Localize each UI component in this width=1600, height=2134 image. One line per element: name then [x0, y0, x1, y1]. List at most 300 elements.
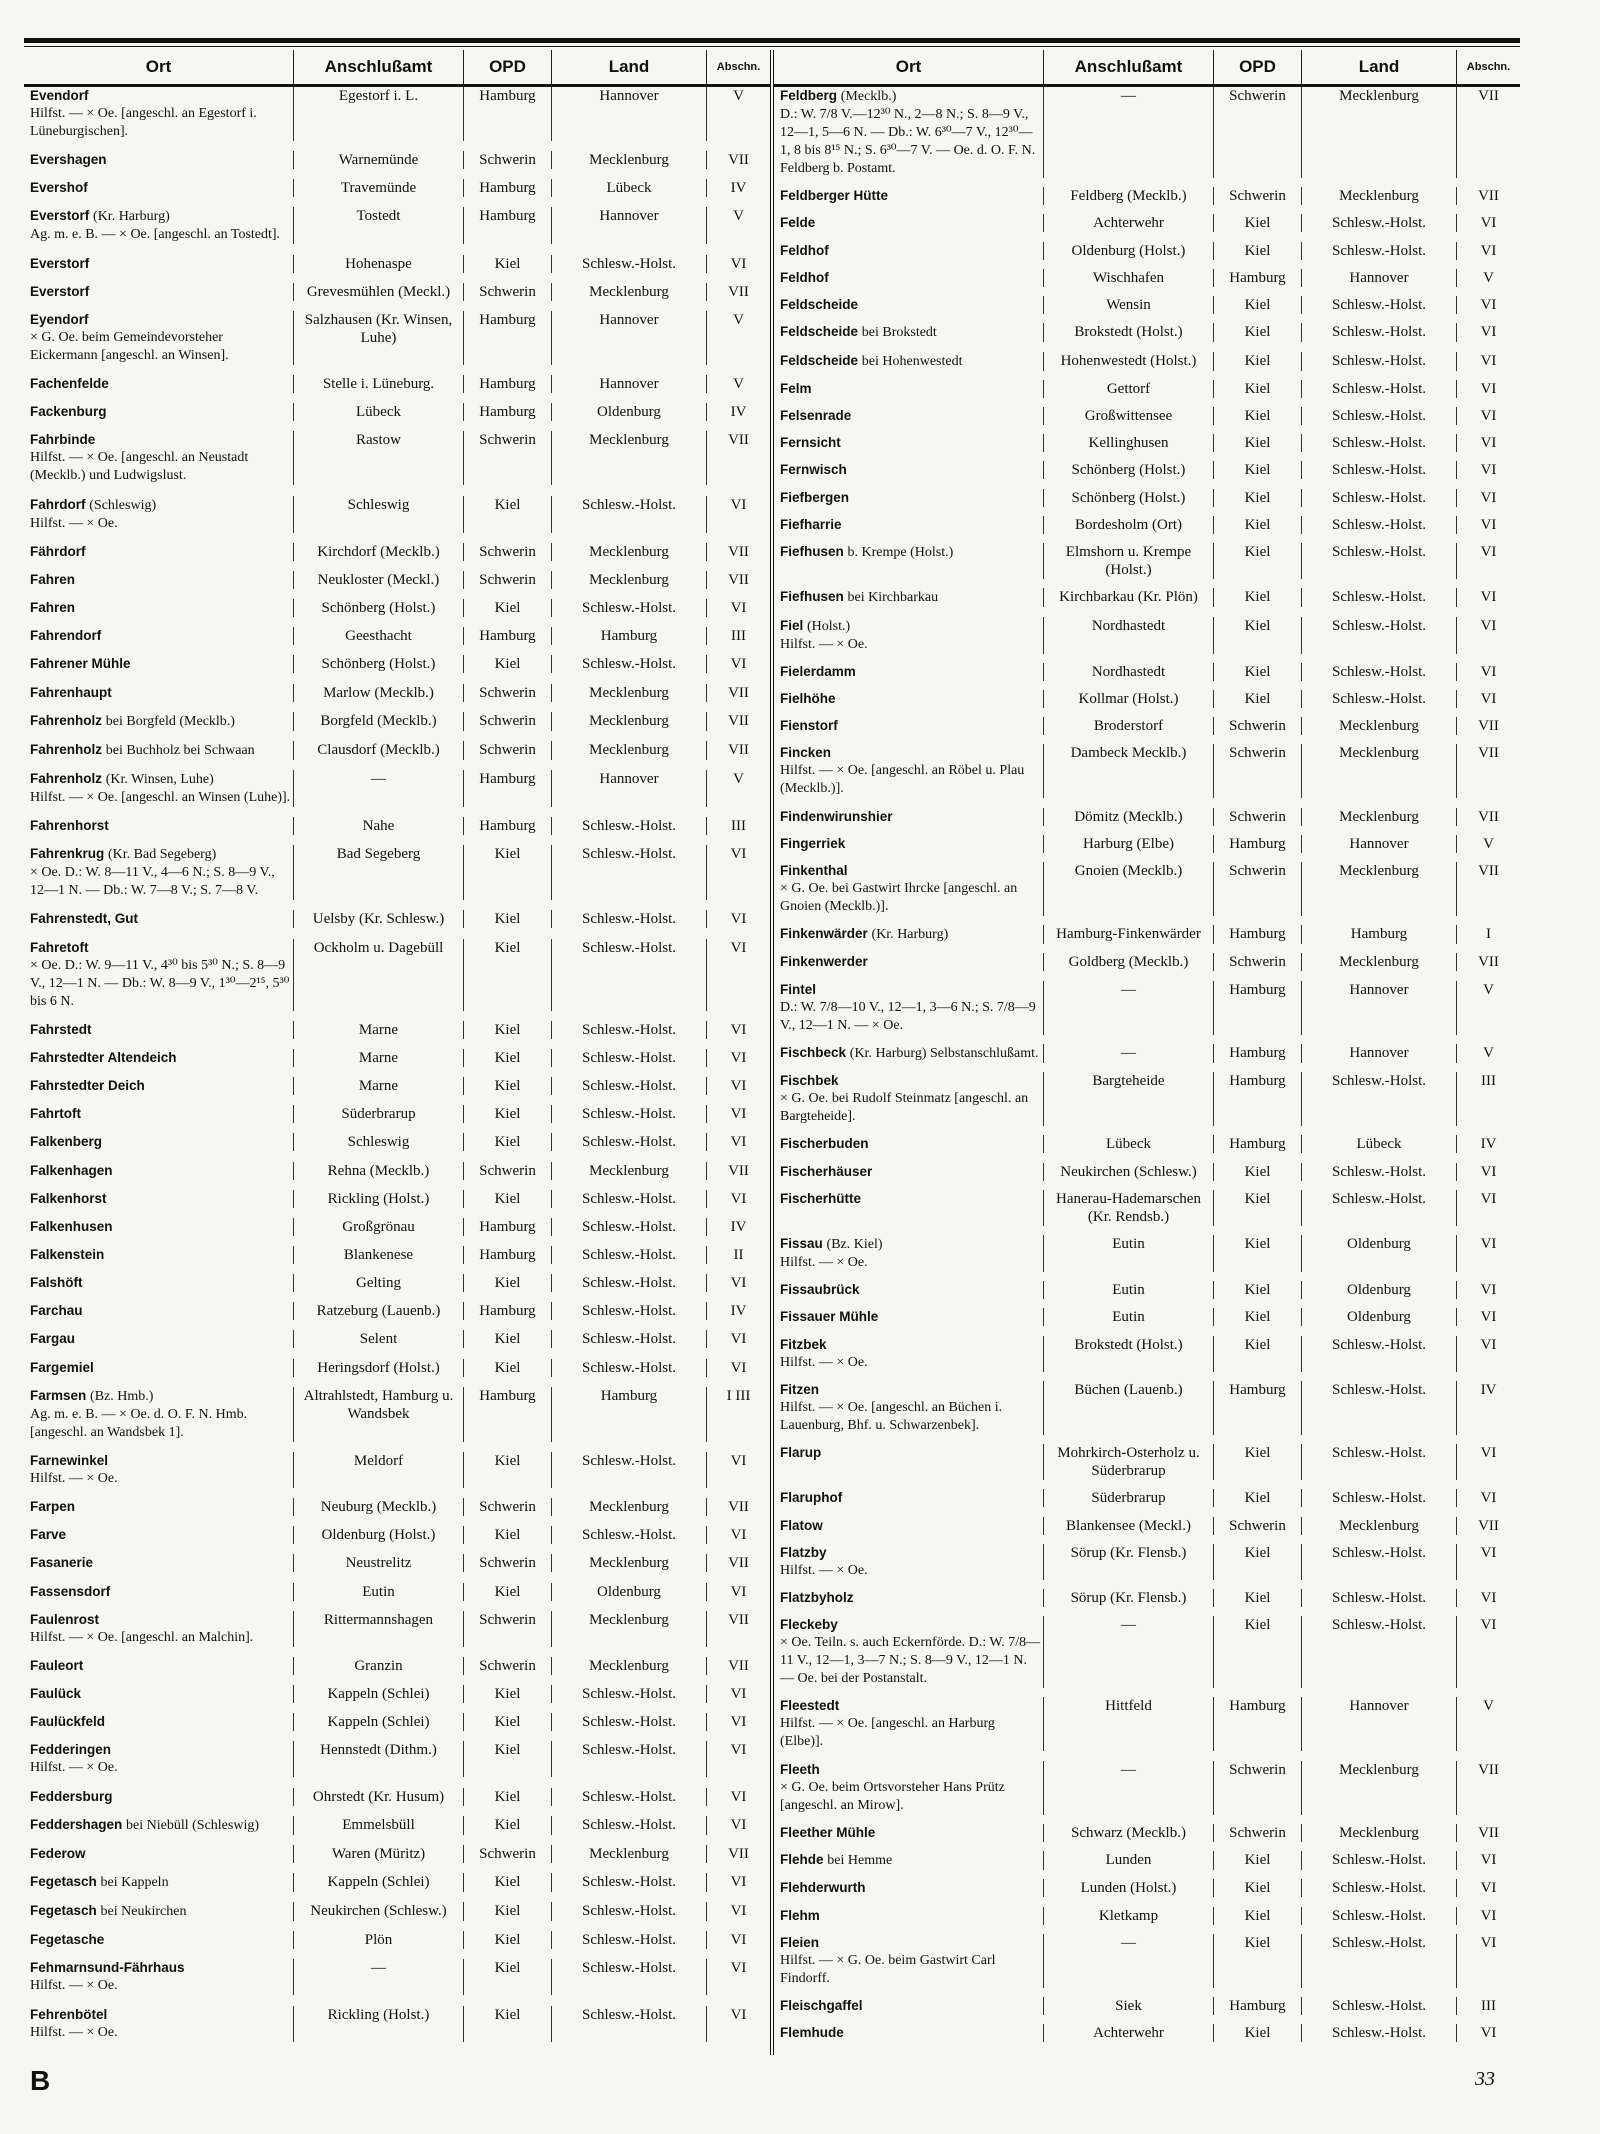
cell-land: Mecklenburg — [1302, 744, 1457, 798]
table-row — [24, 1788, 770, 1816]
cell-abschn: V — [1483, 835, 1494, 852]
cell-ort — [24, 403, 294, 421]
place-name: Finkenwerder — [780, 954, 868, 970]
cell-abschn: VI — [1480, 1236, 1497, 1252]
right-column — [774, 50, 1520, 2055]
cell-land: Hannover — [1302, 981, 1457, 1035]
cell-abschn: VI — [730, 656, 747, 673]
cell-ort — [774, 1235, 1044, 1272]
cell-ort — [24, 939, 294, 1011]
cell-abschn: VI — [1480, 2025, 1497, 2042]
cell-land: Schlesw.-Holst. — [552, 1452, 707, 1488]
cell-abschn: VI — [1480, 1934, 1497, 1951]
place-name: Fauleort — [30, 1657, 84, 1673]
cell-opd: Kiel — [1214, 296, 1302, 314]
table-row — [24, 1498, 770, 1526]
cell-abschn: VI — [730, 1275, 747, 1292]
cell-anschlussamt: — — [1044, 87, 1214, 178]
place-name: Fleien — [780, 1934, 820, 1950]
cell-ort — [774, 2024, 1044, 2042]
place-qualifier: bei Hemme — [827, 1853, 893, 1869]
cell-anschlussamt: Marne — [294, 1049, 464, 1067]
cell-opd: Hamburg — [464, 179, 552, 197]
place-name: Fahrenhaupt — [30, 684, 112, 700]
header-anschlussamt: Anschlußamt — [294, 50, 464, 84]
cell-opd: Kiel — [464, 1685, 552, 1703]
cell-land: Hannover — [1302, 1697, 1457, 1751]
cell-abschn: VI — [1480, 407, 1497, 424]
cell-anschlussamt: Sörup (Kr. Flensb.) — [1044, 1589, 1214, 1607]
cell-opd: Schwerin — [464, 431, 552, 485]
cell-ort — [24, 571, 294, 589]
place-name: Falkenstein — [30, 1247, 105, 1262]
table-row — [774, 214, 1520, 241]
cell-anschlussamt: Stelle i. Lüneburg. — [294, 375, 464, 393]
cell-ort — [24, 1190, 294, 1208]
cell-land: Schlesw.-Holst. — [552, 1246, 707, 1264]
cell-ort — [24, 431, 294, 485]
place-name: Fahrener Mühle — [30, 656, 131, 672]
cell-opd: Kiel — [1214, 543, 1302, 579]
cell-abschn: III — [731, 628, 746, 645]
cell-land: Schlesw.-Holst. — [552, 1133, 707, 1151]
table-row — [24, 939, 770, 1021]
cell-anschlussamt: Elmshorn u. Krempe (Holst.) — [1044, 543, 1214, 579]
place-name: Fielerdamm — [780, 663, 856, 679]
cell-abschn: V — [733, 770, 744, 787]
cell-ort — [774, 808, 1044, 826]
cell-anschlussamt: Schwarz (Mecklb.) — [1044, 1824, 1214, 1842]
cell-land: Schlesw.-Holst. — [1302, 1072, 1457, 1126]
cell-ort — [24, 910, 294, 928]
table-row — [774, 1163, 1520, 1190]
table-row — [774, 617, 1520, 663]
place-name: Falkenhusen — [30, 1218, 113, 1234]
table-row — [24, 496, 770, 543]
cell-land: Schlesw.-Holst. — [1302, 516, 1457, 534]
table-row — [774, 2024, 1520, 2051]
place-note: D.: W. 7/8 V.—12³⁰ N., 2—8 N.; S. 8—9 V., 12—1, 5—6 N. — Db.: W. 6³⁰—7 V., 12³⁰—1, 8 bis 8¹⁵ N.; S. 6³⁰—7 V. — Oe. d. O. F. N. Feldberg b. Postamt. — [780, 107, 1036, 176]
cell-opd: Hamburg — [464, 375, 552, 393]
left-column — [24, 50, 774, 2055]
cell-anschlussamt: Gettorf — [1044, 380, 1214, 398]
place-name: Felm — [780, 380, 812, 396]
cell-land: Hannover — [1302, 269, 1457, 287]
cell-abschn: VI — [730, 1788, 747, 1805]
place-name: Fiefhusen — [780, 589, 844, 605]
cell-ort — [24, 770, 294, 807]
cell-opd: Kiel — [464, 2006, 552, 2042]
cell-abschn: VI — [1480, 1544, 1497, 1561]
place-note: Hilfst. — × Oe. — [780, 1255, 868, 1270]
cell-abschn: V — [733, 311, 744, 328]
cell-anschlussamt: Kollmar (Holst.) — [1044, 690, 1214, 708]
cell-abschn: VI — [730, 939, 747, 956]
right-rows — [774, 87, 1520, 2051]
table-row — [24, 87, 770, 151]
place-name: Feldhof — [780, 269, 829, 285]
cell-abschn: VII — [728, 1499, 749, 1516]
cell-land: Oldenburg — [1302, 1308, 1457, 1326]
table-row — [774, 1907, 1520, 1934]
cell-abschn: VI — [730, 1452, 747, 1469]
cell-land: Schlesw.-Holst. — [552, 1359, 707, 1377]
cell-opd: Hamburg — [464, 1387, 552, 1442]
place-note: × G. Oe. bei Gastwirt Ihrcke [angeschl. an Gnoien (Mecklb.)]. — [780, 881, 1018, 915]
cell-anschlussamt: Hohenwestedt (Holst.) — [1044, 352, 1214, 371]
table-row — [774, 663, 1520, 690]
place-name: Fargemiel — [30, 1359, 94, 1375]
cell-land: Schlesw.-Holst. — [1302, 461, 1457, 479]
cell-ort — [24, 1452, 294, 1488]
cell-ort — [24, 1788, 294, 1806]
cell-opd: Hamburg — [1214, 925, 1302, 944]
cell-ort — [24, 1845, 294, 1863]
table-row — [24, 1162, 770, 1190]
place-qualifier: (Mecklb.) — [840, 89, 897, 104]
cell-opd: Kiel — [464, 1788, 552, 1806]
place-name: Flatzbyholz — [780, 1589, 854, 1605]
cell-anschlussamt: Lübeck — [294, 403, 464, 421]
cell-anschlussamt: Süderbrarup — [294, 1105, 464, 1123]
cell-abschn: VI — [730, 1873, 747, 1890]
place-name: Fiefbergen — [780, 489, 850, 505]
cell-anschlussamt: Bargteheide — [1044, 1072, 1214, 1126]
table-row — [24, 1873, 770, 1902]
cell-land: Schlesw.-Holst. — [1302, 663, 1457, 681]
place-name: Flarup — [780, 1445, 822, 1461]
place-name: Fahretoft — [30, 939, 89, 955]
cell-ort — [24, 1105, 294, 1123]
cell-opd: Hamburg — [1214, 1381, 1302, 1435]
cell-abschn: VII — [728, 741, 749, 758]
cell-land: Hamburg — [552, 627, 707, 645]
cell-land: Schlesw.-Holst. — [1302, 1616, 1457, 1688]
place-name: Fachenfelde — [30, 376, 109, 392]
place-note: Hilfst. — × Oe. [angeschl. an Malchin]. — [30, 1629, 254, 1645]
header-land: Land — [552, 50, 707, 84]
place-name: Fehrenbötel — [30, 2006, 108, 2022]
cell-anschlussamt: Ohrstedt (Kr. Husum) — [294, 1788, 464, 1806]
place-note: Hilfst. — × Oe. [angeschl. an Harburg (Elbe)]. — [780, 1716, 995, 1750]
cell-abschn: VI — [1480, 1617, 1497, 1634]
table-row — [774, 242, 1520, 269]
cell-anschlussamt: Großgrönau — [294, 1218, 464, 1236]
place-name: Flemhude — [780, 2025, 844, 2041]
table-row — [774, 953, 1520, 980]
cell-abschn: II — [733, 1247, 744, 1263]
cell-land: Mecklenburg — [552, 431, 707, 485]
cell-anschlussamt: Borgfeld (Mecklb.) — [294, 712, 464, 731]
cell-abschn: VI — [1480, 435, 1497, 452]
table-row — [774, 1761, 1520, 1824]
cell-ort — [24, 817, 294, 835]
cell-opd: Kiel — [1214, 588, 1302, 607]
table-row — [24, 1274, 770, 1302]
place-name: Finkenwärder — [780, 926, 868, 942]
cell-opd: Hamburg — [464, 627, 552, 645]
place-name: Fiefhusen — [780, 544, 844, 560]
cell-anschlussamt: Blankenese — [294, 1246, 464, 1264]
table-row — [774, 1190, 1520, 1235]
cell-ort — [24, 375, 294, 393]
cell-land: Schlesw.-Holst. — [1302, 489, 1457, 507]
cell-ort — [774, 953, 1044, 971]
right-header — [774, 50, 1520, 87]
cell-anschlussamt: Kappeln (Schlei) — [294, 1685, 464, 1703]
cell-land: Mecklenburg — [552, 741, 707, 760]
cell-anschlussamt: Neuburg (Mecklb.) — [294, 1498, 464, 1516]
table-row — [774, 808, 1520, 835]
place-name: Falkenhorst — [30, 1190, 107, 1206]
cell-anschlussamt: Rickling (Holst.) — [294, 2006, 464, 2042]
table-row — [774, 1381, 1520, 1444]
cell-ort — [24, 1021, 294, 1039]
cell-opd: Kiel — [1214, 1489, 1302, 1507]
place-name: Fackenburg — [30, 404, 107, 420]
cell-anschlussamt: Heringsdorf (Holst.) — [294, 1359, 464, 1377]
cell-ort — [24, 712, 294, 731]
cell-opd: Kiel — [1214, 461, 1302, 479]
cell-ort — [774, 1308, 1044, 1326]
table-row — [24, 1330, 770, 1358]
table-row — [24, 207, 770, 254]
place-qualifier: bei Kappeln — [100, 1874, 169, 1890]
cell-opd: Kiel — [1214, 489, 1302, 507]
place-name: Fintel — [780, 981, 816, 997]
cell-abschn: VI — [730, 1932, 747, 1949]
cell-ort — [24, 151, 294, 169]
header-land: Land — [1302, 50, 1457, 84]
table-row — [774, 380, 1520, 407]
cell-anschlussamt: Travemünde — [294, 179, 464, 197]
cell-abschn: VI — [730, 1331, 747, 1348]
place-name: Fahrenholz — [30, 741, 103, 757]
cell-ort — [24, 1685, 294, 1703]
table-row — [774, 1544, 1520, 1589]
place-name: Fährdorf — [30, 543, 86, 559]
cell-ort — [774, 407, 1044, 425]
place-name: Flehde — [780, 1852, 824, 1868]
cell-abschn: VII — [728, 1555, 749, 1572]
cell-ort — [24, 599, 294, 617]
cell-abschn: VI — [1480, 352, 1497, 369]
cell-abschn: VI — [730, 1359, 747, 1376]
cell-ort — [24, 1583, 294, 1601]
cell-anschlussamt: Achterwehr — [1044, 214, 1214, 232]
columns — [24, 50, 1520, 2055]
place-qualifier: bei Kirchbarkau — [847, 590, 939, 606]
cell-ort — [774, 1281, 1044, 1299]
cell-opd: Schwerin — [464, 571, 552, 589]
place-qualifier: bei Borgfeld (Mecklb.) — [105, 713, 235, 729]
cell-anschlussamt: Nahe — [294, 817, 464, 835]
table-row — [24, 2006, 770, 2052]
cell-land: Schlesw.-Holst. — [1302, 1444, 1457, 1480]
cell-opd: Kiel — [1214, 617, 1302, 654]
place-note: Hilfst. — × Oe. — [30, 1760, 118, 1776]
cell-abschn: VI — [1480, 1336, 1497, 1353]
place-note: D.: W. 7/8—10 V., 12—1, 3—6 N.; S. 7/8—9 V., 12—1 N. — × Oe. — [780, 999, 1036, 1033]
place-name: Fielhöhe — [780, 690, 836, 706]
cell-opd: Schwerin — [1214, 1761, 1302, 1815]
cell-ort — [774, 1589, 1044, 1607]
cell-abschn: VI — [730, 1021, 747, 1038]
place-name: Fischerbuden — [780, 1136, 869, 1152]
cell-abschn: VI — [1480, 1309, 1497, 1326]
cell-abschn: VI — [1480, 1190, 1497, 1207]
cell-anschlussamt: Großwittensee — [1044, 407, 1214, 425]
cell-abschn: VI — [730, 255, 747, 272]
cell-anschlussamt: Hennstedt (Dithm.) — [294, 1741, 464, 1777]
cell-ort — [24, 1554, 294, 1572]
cell-ort — [24, 1657, 294, 1675]
cell-anschlussamt: Schönberg (Holst.) — [294, 655, 464, 673]
cell-ort — [774, 296, 1044, 314]
cell-anschlussamt: Warnemünde — [294, 151, 464, 169]
cell-anschlussamt: Oldenburg (Holst.) — [1044, 242, 1214, 260]
cell-abschn: VII — [728, 684, 749, 701]
cell-opd: Kiel — [1214, 1235, 1302, 1272]
cell-abschn: VI — [730, 1742, 747, 1759]
cell-opd: Kiel — [464, 1077, 552, 1095]
cell-ort — [774, 516, 1044, 534]
cell-ort — [24, 1816, 294, 1835]
place-name: Fahrenhorst — [30, 818, 109, 834]
cell-ort — [24, 1741, 294, 1777]
cell-abschn: VI — [730, 1816, 747, 1833]
table-row — [774, 981, 1520, 1044]
table-row — [24, 770, 770, 817]
cell-anschlussamt: Kellinghusen — [1044, 434, 1214, 452]
place-name: Fassensdorf — [30, 1583, 111, 1599]
table-row — [24, 1685, 770, 1713]
cell-land: Schlesw.-Holst. — [552, 939, 707, 1011]
cell-abschn: V — [1483, 981, 1494, 998]
cell-land: Mecklenburg — [552, 1162, 707, 1180]
place-note: Hilfst. — × Oe. — [30, 1978, 118, 1994]
cell-anschlussamt: Goldberg (Mecklb.) — [1044, 953, 1214, 971]
place-note: Hilfst. — × G. Oe. beim Gastwirt Carl Findorff. — [780, 1952, 996, 1986]
cell-abschn: VII — [1478, 808, 1499, 825]
place-name: Flehderwurth — [780, 1880, 866, 1896]
cell-opd: Hamburg — [1214, 1044, 1302, 1063]
place-note: Hilfst. — × Oe. — [780, 636, 868, 652]
place-name: Fegetasche — [30, 1932, 105, 1948]
cell-abschn: VII — [728, 712, 749, 729]
cell-land: Schlesw.-Holst. — [552, 1049, 707, 1067]
cell-anschlussamt: Wensin — [1044, 296, 1214, 314]
cell-abschn: VII — [1478, 88, 1499, 104]
table-row — [774, 516, 1520, 543]
table-row — [774, 1072, 1520, 1135]
cell-anschlussamt: Sörup (Kr. Flensb.) — [1044, 1544, 1214, 1580]
cell-land: Schlesw.-Holst. — [1302, 690, 1457, 708]
cell-land: Schlesw.-Holst. — [552, 1330, 707, 1348]
place-qualifier: bei Buchholz bei Schwaan — [105, 742, 255, 758]
table-row — [774, 1308, 1520, 1335]
cell-opd: Kiel — [464, 1526, 552, 1544]
cell-anschlussamt: Schönberg (Holst.) — [294, 599, 464, 617]
cell-anschlussamt: Schleswig — [294, 1133, 464, 1151]
cell-abschn: VII — [1478, 954, 1499, 971]
cell-abschn: VI — [1480, 297, 1497, 314]
cell-land: Schlesw.-Holst. — [552, 1077, 707, 1095]
cell-ort — [774, 835, 1044, 853]
place-name: Everstorf — [30, 283, 90, 299]
place-qualifier: bei Hohenwestedt — [861, 353, 963, 369]
left-rows — [24, 87, 770, 2052]
place-name: Evershagen — [30, 152, 107, 168]
cell-opd: Kiel — [464, 910, 552, 928]
top-rule-thin — [24, 46, 1520, 47]
place-note: Hilfst. — × Oe. [angeschl. an Egestorf i. Lüneburgischen]. — [30, 106, 257, 139]
place-name: Farpen — [30, 1499, 76, 1515]
cell-ort — [774, 1190, 1044, 1226]
cell-land: Schlesw.-Holst. — [552, 1902, 707, 1921]
table-row — [24, 599, 770, 627]
cell-abschn: VII — [728, 1162, 749, 1179]
cell-opd: Kiel — [464, 1190, 552, 1208]
table-row — [24, 1133, 770, 1161]
cell-opd: Kiel — [464, 1931, 552, 1949]
cell-land: Schlesw.-Holst. — [1302, 1879, 1457, 1897]
cell-ort — [774, 690, 1044, 708]
table-row — [774, 489, 1520, 516]
cell-anschlussamt: Bordesholm (Ort) — [1044, 516, 1214, 534]
cell-opd: Kiel — [464, 1583, 552, 1601]
cell-anschlussamt: Schleswig — [294, 496, 464, 533]
cell-ort — [774, 617, 1044, 654]
cell-opd: Schwerin — [464, 1162, 552, 1180]
cell-land: Mecklenburg — [552, 283, 707, 301]
cell-opd: Hamburg — [1214, 1997, 1302, 2015]
cell-land: Schlesw.-Holst. — [1302, 588, 1457, 607]
cell-opd: Kiel — [464, 1105, 552, 1123]
cell-opd: Hamburg — [464, 311, 552, 365]
cell-ort — [774, 489, 1044, 507]
table-row — [24, 1959, 770, 2005]
cell-ort — [774, 1044, 1044, 1063]
cell-abschn: V — [733, 88, 744, 104]
cell-ort — [774, 1907, 1044, 1925]
cell-land: Schlesw.-Holst. — [1302, 242, 1457, 260]
cell-opd: Kiel — [1214, 1934, 1302, 1988]
table-row — [24, 1657, 770, 1685]
cell-land: Oldenburg — [552, 1583, 707, 1601]
cell-opd: Hamburg — [464, 770, 552, 807]
table-row — [774, 1444, 1520, 1489]
cell-opd: Kiel — [1214, 1190, 1302, 1226]
cell-land: Schlesw.-Holst. — [1302, 1381, 1457, 1435]
cell-abschn: IV — [1480, 1381, 1497, 1398]
cell-ort — [774, 323, 1044, 342]
cell-opd: Hamburg — [464, 87, 552, 141]
cell-land: Schlesw.-Holst. — [552, 1713, 707, 1731]
place-name: Farmsen — [30, 1387, 87, 1403]
cell-anschlussamt: Süderbrarup — [1044, 1489, 1214, 1507]
cell-land: Schlesw.-Holst. — [552, 1931, 707, 1949]
cell-opd: Kiel — [1214, 1879, 1302, 1897]
cell-opd: Schwerin — [1214, 953, 1302, 971]
place-qualifier: b. Krempe (Holst.) — [847, 545, 954, 561]
table-row — [774, 269, 1520, 296]
table-row — [24, 1359, 770, 1387]
table-row — [24, 179, 770, 207]
cell-abschn: VI — [730, 600, 747, 617]
cell-land: Schlesw.-Holst. — [552, 2006, 707, 2042]
cell-opd: Kiel — [464, 1330, 552, 1348]
